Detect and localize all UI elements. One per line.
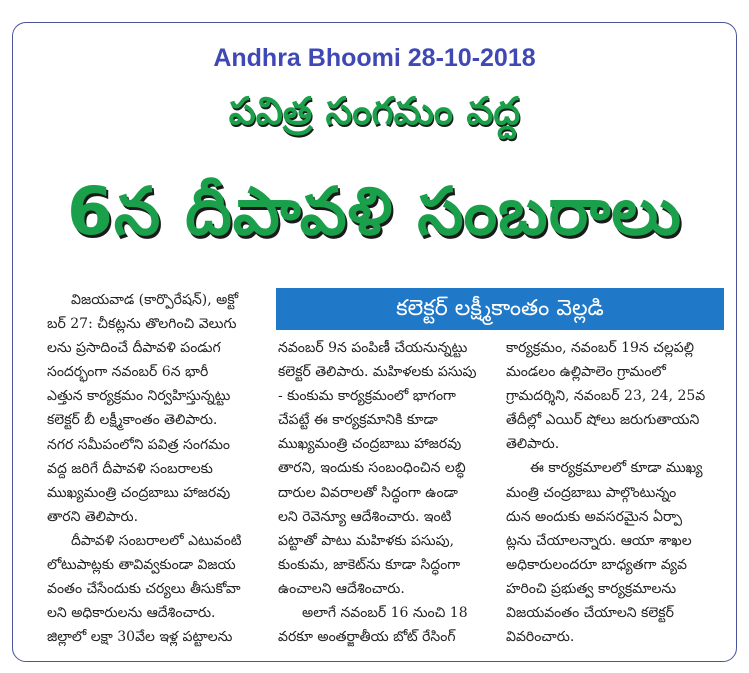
article-text-line: సందర్భంగా నవంబర్ 6న భారీ bbox=[47, 364, 209, 381]
article-text-line: విజయవంతం చేయాలని కలెక్టర్ bbox=[506, 605, 674, 622]
article-text-line: నవంబర్ 9న పంపిణీ చేయనున్నట్టు bbox=[278, 340, 468, 356]
article-text-line: జిల్లాలో లక్షా 30వేల ఇళ్ల పట్టాలను bbox=[47, 629, 233, 646]
article-text-line: కలెక్టర్ బీ లక్ష్మీకాంతం తెలిపారు. bbox=[47, 412, 218, 429]
article-text-line: వివరించారు. bbox=[506, 629, 575, 646]
article-column-3 bbox=[506, 336, 728, 649]
article-text-line: హరించి ప్రభుత్వ కార్యక్రమాలను bbox=[506, 580, 677, 597]
article-text-line: నగర సమీపంలోని పవిత్ర సంగమం bbox=[47, 436, 231, 453]
article-text-line: చేపట్టే ఈ కార్యక్రమానికి కూడా bbox=[278, 412, 438, 429]
article-column-2 bbox=[278, 336, 496, 649]
article-text-line: దీపావళి సంబరాలలో ఎటువంటి bbox=[71, 532, 242, 549]
article-text-line: లని రెవెన్యూ ఆదేశించారు. ఇంటి bbox=[278, 508, 452, 525]
article-text-line: దున అందుకు అవసరమైన ఏర్పా bbox=[506, 508, 683, 525]
article-text-line: తారని తెలిపారు. bbox=[47, 508, 139, 525]
article-text-line: ఈ కార్యక్రమాలలో కూడా ముఖ్య bbox=[530, 460, 703, 477]
article-text-line: ఎత్తున కార్యక్రమం నిర్వహిస్తున్నట్టు bbox=[47, 388, 231, 405]
article-text-line: తెలిపారు. bbox=[506, 436, 560, 453]
article-kicker: పవిత్ర సంగమం వద్ద bbox=[228, 89, 521, 133]
article-text-line: పట్టాతో పాటు మహిళకు పసుపు, bbox=[278, 532, 455, 549]
article-text-line: బర్ 27: చీకట్లను తొలగించి వెలుగు bbox=[47, 316, 237, 333]
article-headline: 6న దీపావళి సంబరాలు bbox=[66, 173, 683, 250]
article-text-line: ట్లను చేయాలన్నారు. ఆయా శాఖల bbox=[506, 532, 692, 549]
article-text-line: లని అధికారులను ఆదేశించారు. bbox=[47, 605, 216, 622]
article-text-line: వద్ద జరిగే దీపావళి సంబరాలకు bbox=[47, 460, 213, 477]
article-text-line: వంతం చేసేందుకు చర్యలు తీసుకోవా bbox=[47, 581, 241, 598]
article-text-line: విజయవాడ (కార్పొరేషన్), అక్టో bbox=[71, 292, 239, 308]
article-text-line: మంత్రి చంద్రబాబు పాల్గొంటున్నం bbox=[506, 484, 677, 501]
article-subhead: కలెక్టర్ లక్ష్మీకాంతం వెల్లడి bbox=[276, 288, 724, 330]
newspaper-masthead: Andhra Bhoomi 28-10-2018 bbox=[213, 44, 536, 72]
article-text-line: - కుంకుమ కార్యక్రమంలో భాగంగా bbox=[278, 388, 456, 405]
article-text-line: గ్రామదర్శిని, నవంబర్ 23, 24, 25వ bbox=[506, 388, 706, 405]
article-text-line: వరకూ అంతర్జాతీయ బోట్ రేసింగ్ bbox=[278, 629, 456, 646]
article-text-line: కలెక్టర్ తెలిపారు. మహిళలకు పసుపు bbox=[278, 364, 477, 381]
article-text-line: ముఖ్యమంత్రి చంద్రబాబు హాజరవు bbox=[278, 436, 462, 453]
article-text-line: కార్యక్రమం, నవంబర్ 19న చల్లపల్లి bbox=[506, 340, 694, 356]
article-text-line: దారుల వివరాలతో సిద్ధంగా ఉండా bbox=[278, 484, 458, 501]
article-column-1 bbox=[47, 288, 269, 649]
article-text-line: లోటుపాట్లకు తావివ్వకుండా విజయ bbox=[47, 557, 236, 574]
article-text-line: ముఖ్యమంత్రి చంద్రబాబు హాజరవు bbox=[47, 484, 231, 501]
article-text-line: తేదీల్లో ఎయిర్ షోలు జరుగుతాయని bbox=[506, 412, 700, 429]
article-text-line: లను ప్రసాదించే దీపావళి పండుగ bbox=[47, 340, 221, 357]
article-text-line: అలాగే నవంబర్ 16 నుంచి 18 bbox=[302, 605, 468, 622]
article-text-line: అధికారులందరూ బాధ్యతగా వ్యవ bbox=[506, 556, 687, 573]
article-text-line: తారని, ఇందుకు సంబంధించిన లబ్ధి bbox=[278, 460, 466, 477]
article-text-line: మండలం ఉల్లిపాలెం గ్రామంలో bbox=[506, 364, 666, 381]
article-text-line: ఉంచాలని ఆదేశించారు. bbox=[278, 580, 405, 597]
article-text-line: కుంకుమ, జాకెట్‌ను కూడా సిద్ధంగా bbox=[278, 556, 461, 573]
